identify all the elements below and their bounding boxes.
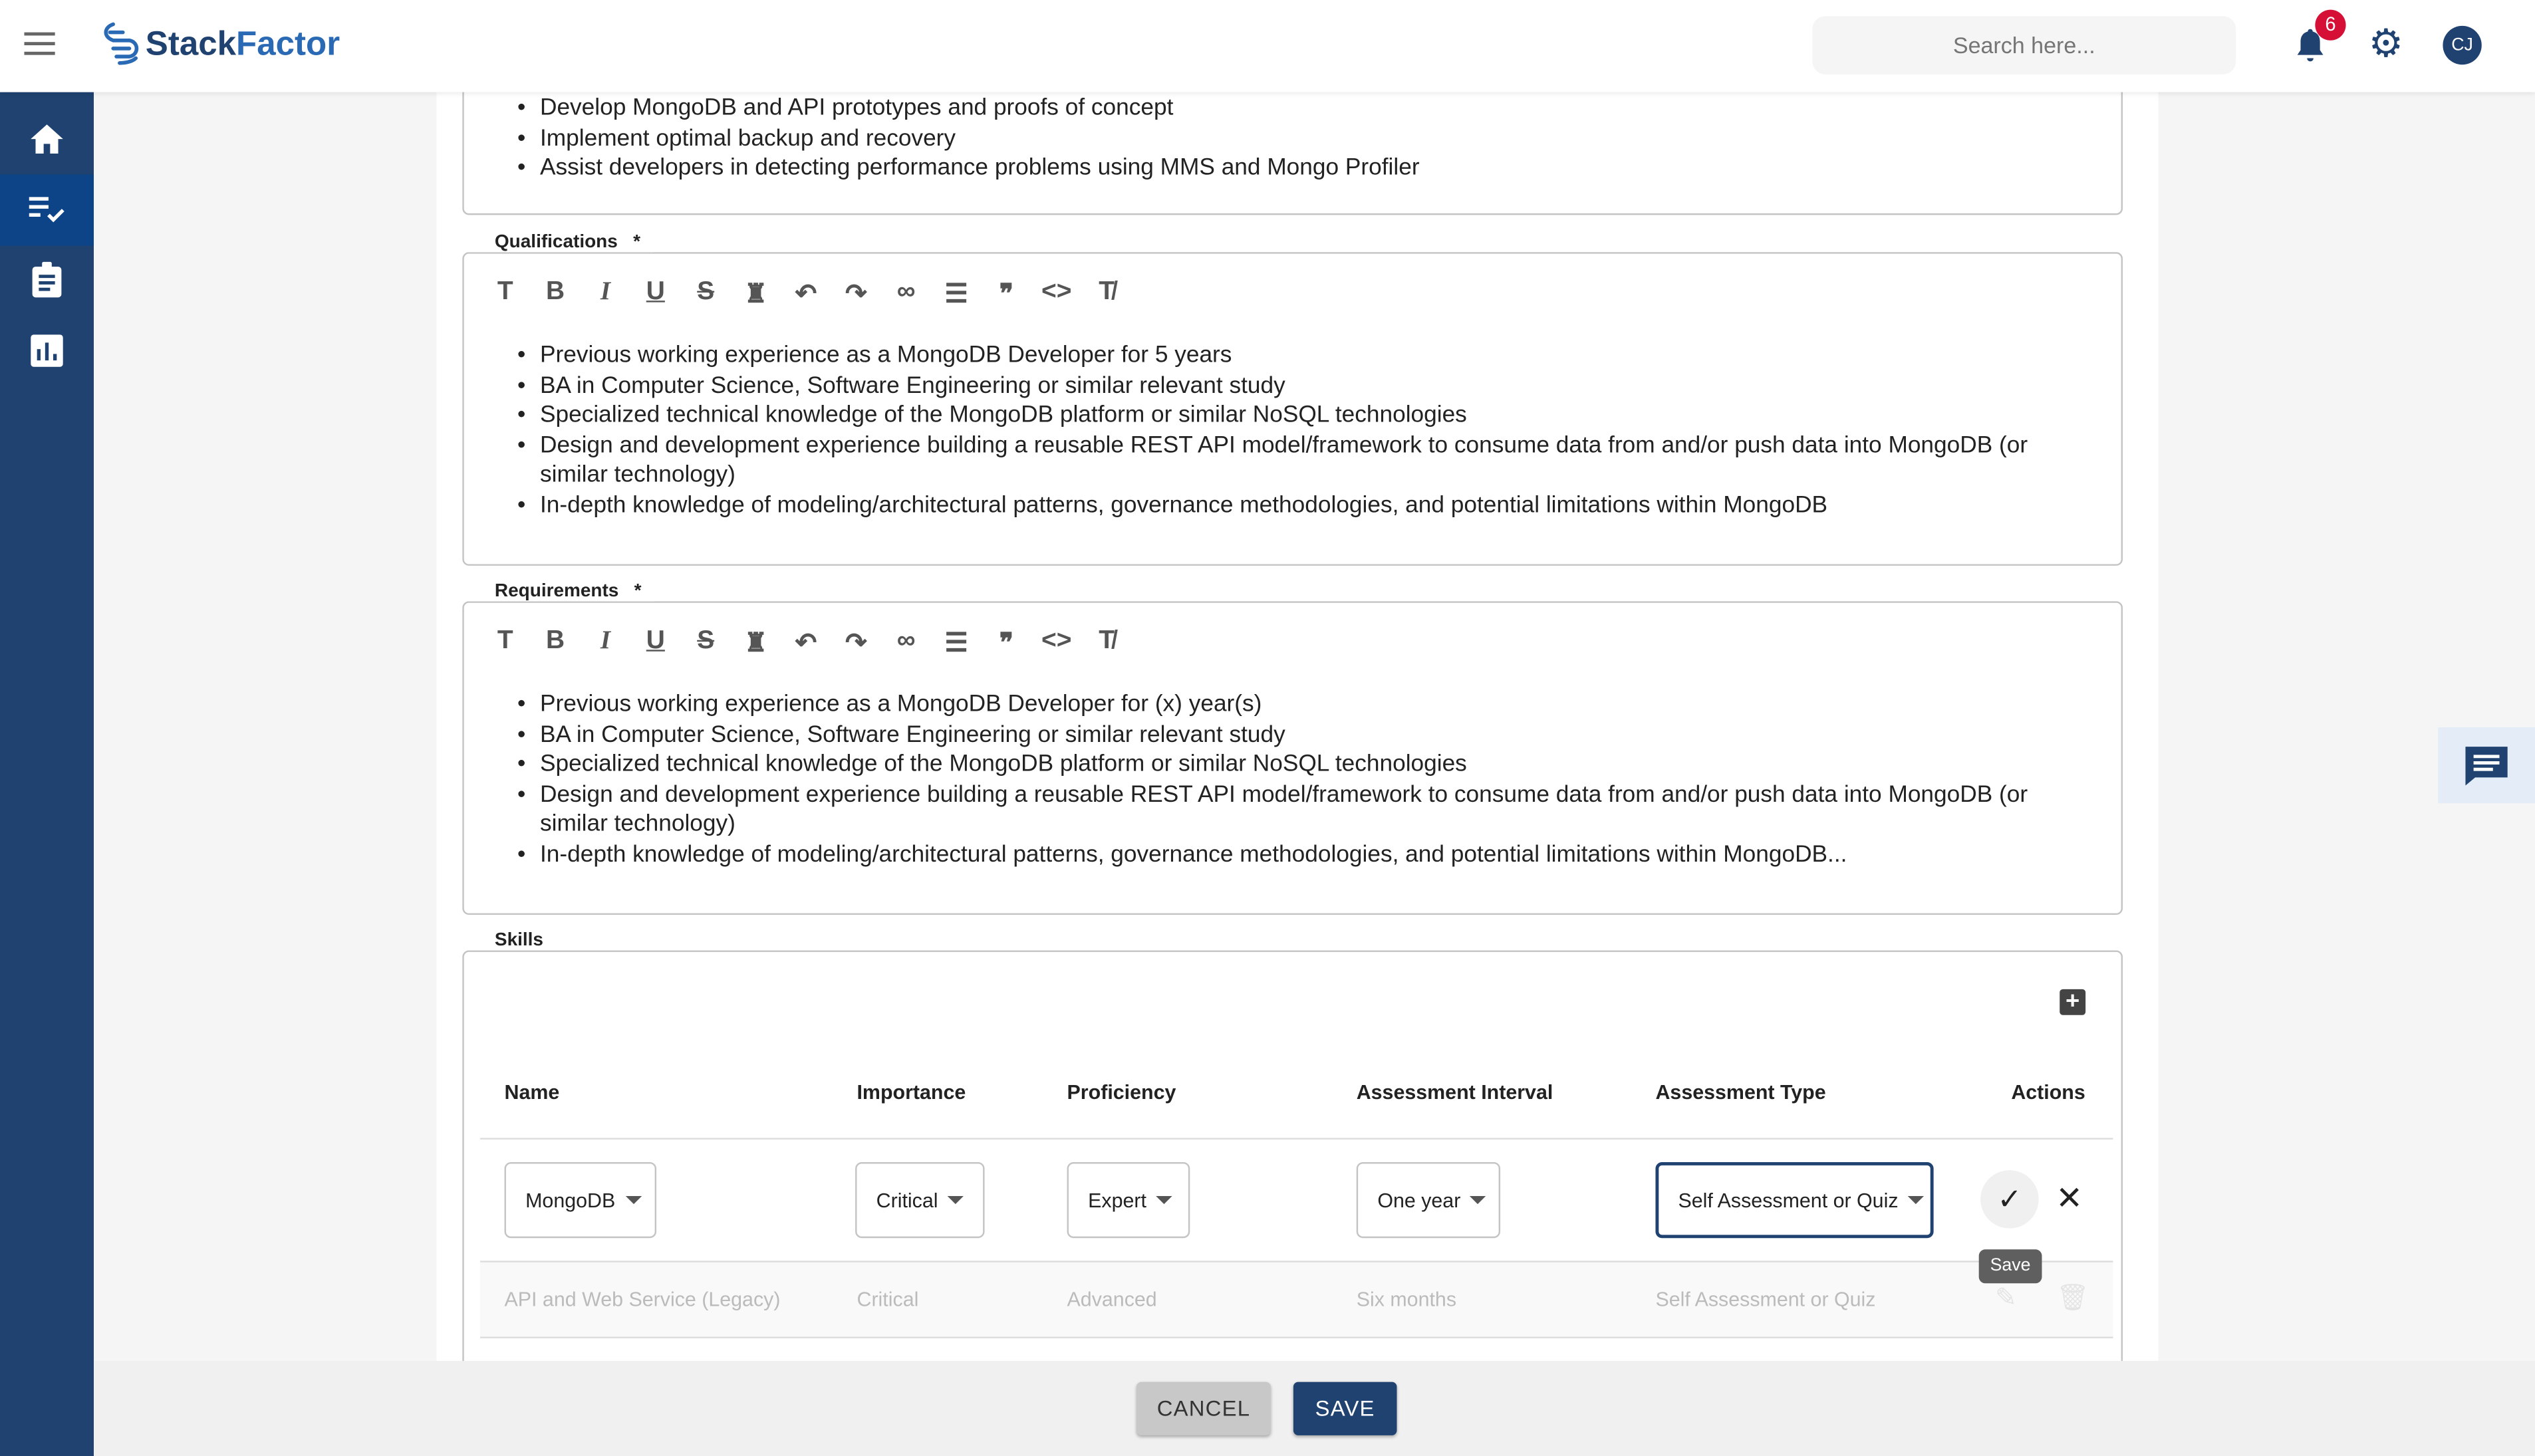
code-icon[interactable]: <>	[1041, 278, 1072, 306]
logo-icon	[100, 21, 146, 70]
list-item: • Design and development experience building a reusable REST API model/framework to consume data from and/or push data into MongoDB (or similar technology)	[540, 781, 2092, 840]
qualifications-toolbar	[480, 278, 1132, 310]
list-item: • In-depth knowledge of modeling/architectural patterns, governance methodologies, and potential limitations within MongoDB	[540, 491, 2092, 521]
list-item: • Previous working experience as a MongoDB Developer for (x) year(s)	[540, 690, 2092, 720]
row-proficiency: Advanced	[1067, 1288, 1157, 1311]
bold-icon[interactable]: B	[546, 278, 565, 306]
divider	[480, 1138, 2113, 1140]
avatar[interactable]: CJ	[2443, 26, 2481, 64]
menu-icon[interactable]	[24, 33, 55, 55]
list-item: • BA in Computer Science, Software Engineering or similar relevant study	[540, 720, 2092, 750]
col-proficiency: Proficiency	[1067, 1081, 1176, 1104]
checklist-icon	[27, 195, 66, 225]
redo-icon[interactable]: ↷	[845, 281, 867, 309]
undo-icon[interactable]: ↶	[795, 281, 817, 309]
job-form	[436, 92, 2158, 1370]
code-icon[interactable]: <>	[1041, 627, 1072, 655]
save-button[interactable]: SAVE	[1293, 1382, 1397, 1435]
row-name: API and Web Service (Legacy)	[504, 1288, 781, 1311]
cancel-button[interactable]: CANCEL	[1136, 1382, 1271, 1435]
text-style-icon[interactable]: T	[497, 278, 513, 306]
list-icon[interactable]: ☰	[944, 630, 968, 658]
responsibilities-list	[540, 94, 2092, 184]
brand-stack: Stack	[145, 25, 237, 63]
importance-select[interactable]: Critical	[855, 1162, 984, 1238]
italic-icon[interactable]: I	[600, 627, 611, 655]
search-input[interactable]	[1812, 16, 2236, 74]
qualifications-label: Qualifications *	[462, 233, 653, 252]
sidebar-item-reports[interactable]	[0, 315, 94, 386]
delete-icon[interactable]: 🗑	[2056, 1284, 2089, 1313]
sidebar-item-assessments[interactable]	[0, 244, 94, 315]
interval-select[interactable]: One year	[1357, 1162, 1500, 1238]
clipboard-icon	[31, 260, 63, 299]
col-assessment-type: Assessment Type	[1655, 1081, 1826, 1104]
row-importance: Critical	[857, 1288, 919, 1311]
clear-format-icon[interactable]: T̸	[1099, 627, 1115, 655]
col-assessment-interval: Assessment Interval	[1356, 1081, 1553, 1104]
brand-factor: Factor	[236, 25, 340, 63]
notification-badge: 6	[2315, 10, 2345, 41]
list-item: • Assist developers in detecting performance problems using MMS and Mongo Profiler	[540, 154, 2092, 183]
underline-icon[interactable]: U	[646, 627, 665, 655]
row-interval: Six months	[1356, 1288, 1457, 1311]
col-actions: Actions	[2011, 1081, 2085, 1104]
skills-label: Skills	[462, 931, 556, 950]
list-item: • BA in Computer Science, Software Engineering or similar relevant study	[540, 371, 2092, 401]
highlight-icon[interactable]: ♜	[744, 630, 767, 658]
redo-icon[interactable]: ↷	[845, 630, 867, 658]
requirements-list[interactable]	[540, 690, 2092, 870]
row-type: Self Assessment or Quiz	[1655, 1288, 1876, 1311]
bar-chart-icon	[31, 334, 63, 367]
strikethrough-icon[interactable]: S	[697, 278, 715, 306]
assessment-type-select[interactable]: Self Assessment or Quiz	[1655, 1162, 1933, 1238]
chat-button[interactable]	[2438, 727, 2535, 803]
list-item: • Develop MongoDB and API prototypes and proofs of concept	[540, 94, 2092, 124]
link-icon[interactable]: ∞	[896, 278, 916, 306]
highlight-icon[interactable]: ♜	[744, 281, 767, 309]
list-item: • Specialized technical knowledge of the MongoDB platform or similar NoSQL technologies	[540, 750, 2092, 780]
list-item: • Specialized technical knowledge of the MongoDB platform or similar NoSQL technologies	[540, 401, 2092, 431]
bold-icon[interactable]: B	[546, 627, 565, 655]
add-skill-button[interactable]: +	[2060, 989, 2085, 1015]
italic-icon[interactable]: I	[600, 278, 611, 306]
sidebar-item-home[interactable]	[0, 104, 94, 175]
proficiency-select[interactable]: Expert	[1067, 1162, 1190, 1238]
top-bar	[0, 0, 2535, 92]
requirements-label: Requirements *	[462, 582, 654, 601]
skill-name-select[interactable]: MongoDB	[505, 1162, 657, 1238]
requirements-toolbar	[480, 627, 1132, 660]
gear-icon[interactable]: ⚙	[2368, 23, 2403, 66]
link-icon[interactable]: ∞	[896, 627, 916, 655]
undo-icon[interactable]: ↶	[795, 630, 817, 658]
logo[interactable]	[100, 21, 340, 70]
col-importance: Importance	[857, 1081, 966, 1104]
underline-icon[interactable]: U	[646, 278, 665, 306]
list-item: • Previous working experience as a MongoDB Developer for 5 years	[540, 341, 2092, 371]
clear-format-icon[interactable]: T̸	[1099, 278, 1115, 306]
list-icon[interactable]: ☰	[944, 281, 968, 309]
qualifications-list[interactable]	[540, 341, 2092, 521]
confirm-check-button[interactable]: ✓	[1980, 1170, 2039, 1229]
col-name: Name	[504, 1081, 560, 1104]
chat-icon	[2463, 743, 2511, 788]
edit-icon[interactable]: ✎	[1995, 1284, 2017, 1313]
home-icon	[29, 123, 65, 156]
quote-icon[interactable]: ❞	[999, 281, 1013, 309]
strikethrough-icon[interactable]: S	[697, 627, 715, 655]
sidebar	[0, 92, 94, 1456]
save-tooltip: Save	[1979, 1249, 2042, 1283]
quote-icon[interactable]: ❞	[999, 630, 1013, 658]
text-style-icon[interactable]: T	[497, 627, 513, 655]
list-item: • In-depth knowledge of modeling/architectural patterns, governance methodologies, and potential limitations within MongoDB...	[540, 840, 2092, 870]
cancel-x-button[interactable]: ✕	[2056, 1181, 2083, 1217]
sidebar-item-checklist[interactable]	[0, 175, 94, 246]
list-item: • Implement optimal backup and recovery	[540, 124, 2092, 154]
list-item: • Design and development experience building a reusable REST API model/framework to consume data from and/or push data into MongoDB (or similar technology)	[540, 431, 2092, 491]
